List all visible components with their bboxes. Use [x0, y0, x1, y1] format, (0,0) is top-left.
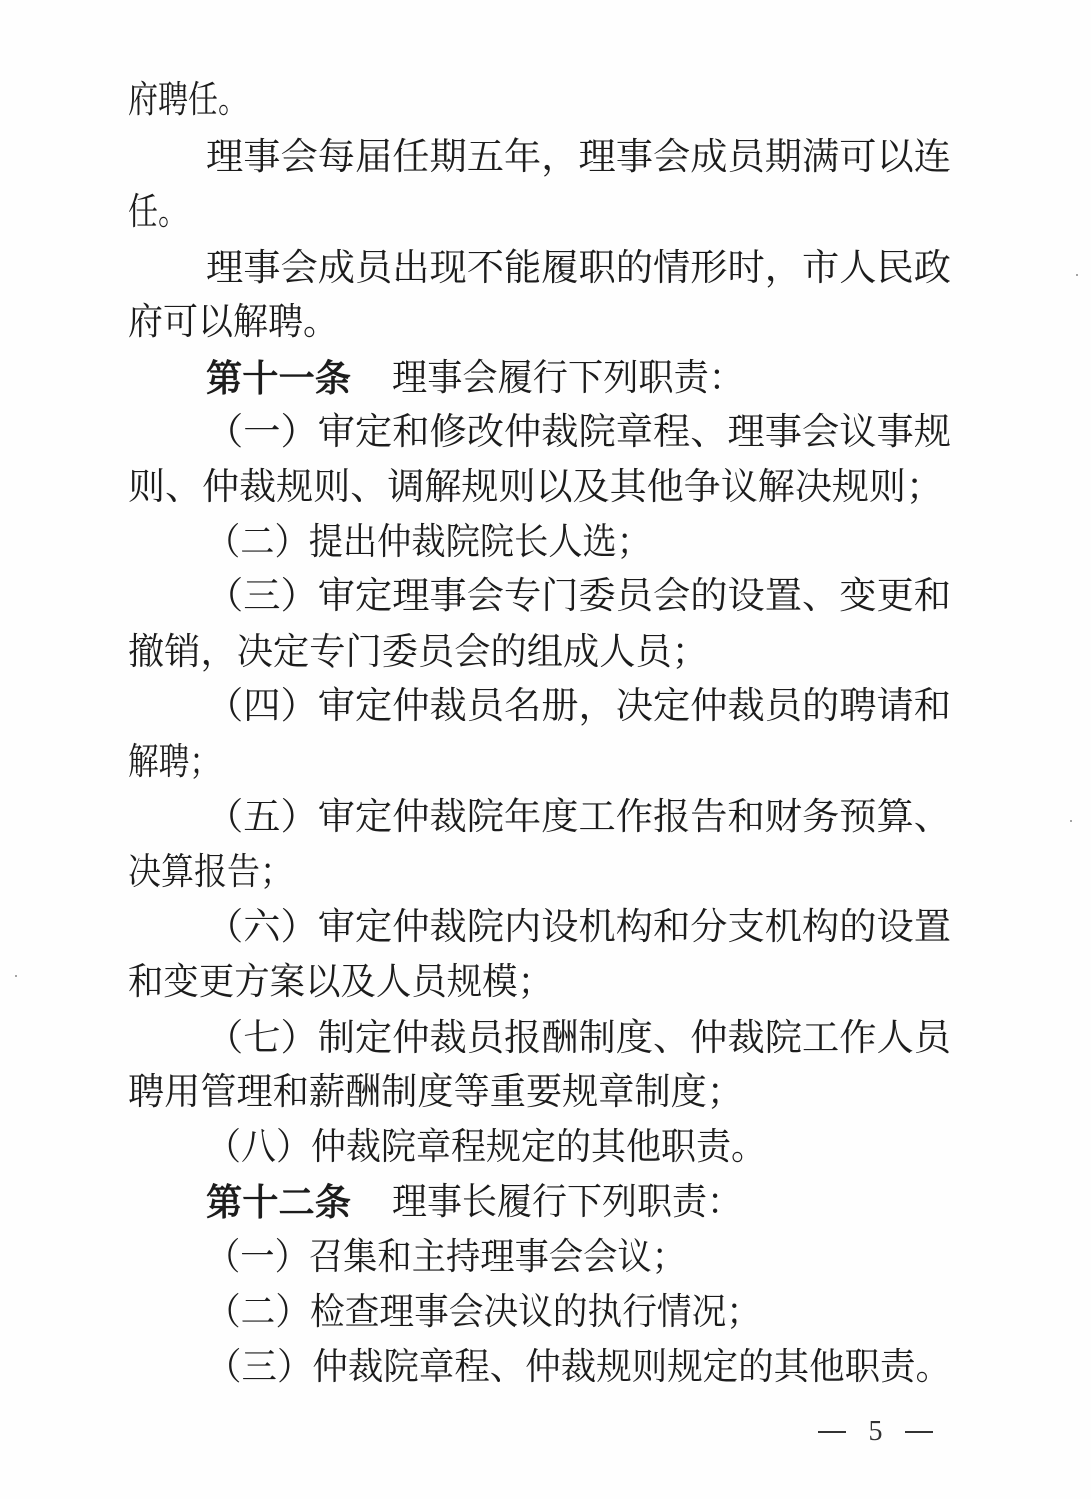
article-heading: 第十一条 — [206, 356, 351, 400]
article-intro: 理事长履行下列职责： — [392, 1180, 742, 1223]
text-line: 任。 — [128, 190, 188, 233]
text-line: （一）审定和修改仲裁院章程、理事会议事规 — [206, 410, 951, 453]
text-line: （二）检查理事会决议的执行情况； — [206, 1290, 761, 1333]
footer-dash-right — [905, 1431, 933, 1433]
scan-speck — [1070, 820, 1072, 822]
text-line: 理事会成员出现不能履职的情形时，市人民政 — [206, 246, 951, 289]
text-line: 府聘任。 — [128, 78, 248, 121]
text-line: 解聘； — [128, 740, 220, 783]
page-footer — [818, 1412, 933, 1452]
text-line: 府可以解聘。 — [128, 300, 338, 343]
text-line: （二）提出仲裁院院长人选； — [206, 520, 651, 563]
text-line: （六）审定仲裁院内设机构和分支机构的设置 — [206, 905, 951, 948]
text-line: 和变更方案以及人员规模； — [128, 960, 553, 1003]
scan-speck — [1076, 274, 1078, 276]
text-line: （三）审定理事会专门委员会的设置、变更和 — [206, 574, 951, 617]
text-line: 理事会每届任期五年，理事会成员期满可以连 — [206, 135, 951, 178]
text-line: 决算报告； — [128, 850, 293, 893]
text-line: 则、仲裁规则、调解规则以及其他争议解决规则； — [128, 465, 943, 508]
text-line: （七）制定仲裁员报酬制度、仲裁院工作人员 — [206, 1016, 951, 1059]
text-line: （五）审定仲裁院年度工作报告和财务预算、 — [206, 795, 951, 838]
text-line: （三）仲裁院章程、仲裁规则规定的其他职责。 — [206, 1345, 951, 1388]
text-line: 撤销，决定专门委员会的组成人员； — [128, 630, 708, 673]
article-intro: 理事会履行下列职责： — [392, 356, 744, 399]
footer-dash-left — [818, 1431, 846, 1433]
scan-speck — [15, 975, 17, 977]
text-line: （四）审定仲裁员名册，决定仲裁员的聘请和 — [206, 684, 951, 727]
article-heading: 第十二条 — [206, 1180, 351, 1224]
text-line: 聘用管理和薪酬制度等重要规章制度； — [128, 1070, 743, 1113]
text-line: （八）仲裁院章程规定的其他职责。 — [206, 1125, 766, 1168]
text-line: （一）召集和主持理事会会议； — [206, 1235, 686, 1278]
page-number: 5 — [868, 1416, 883, 1447]
